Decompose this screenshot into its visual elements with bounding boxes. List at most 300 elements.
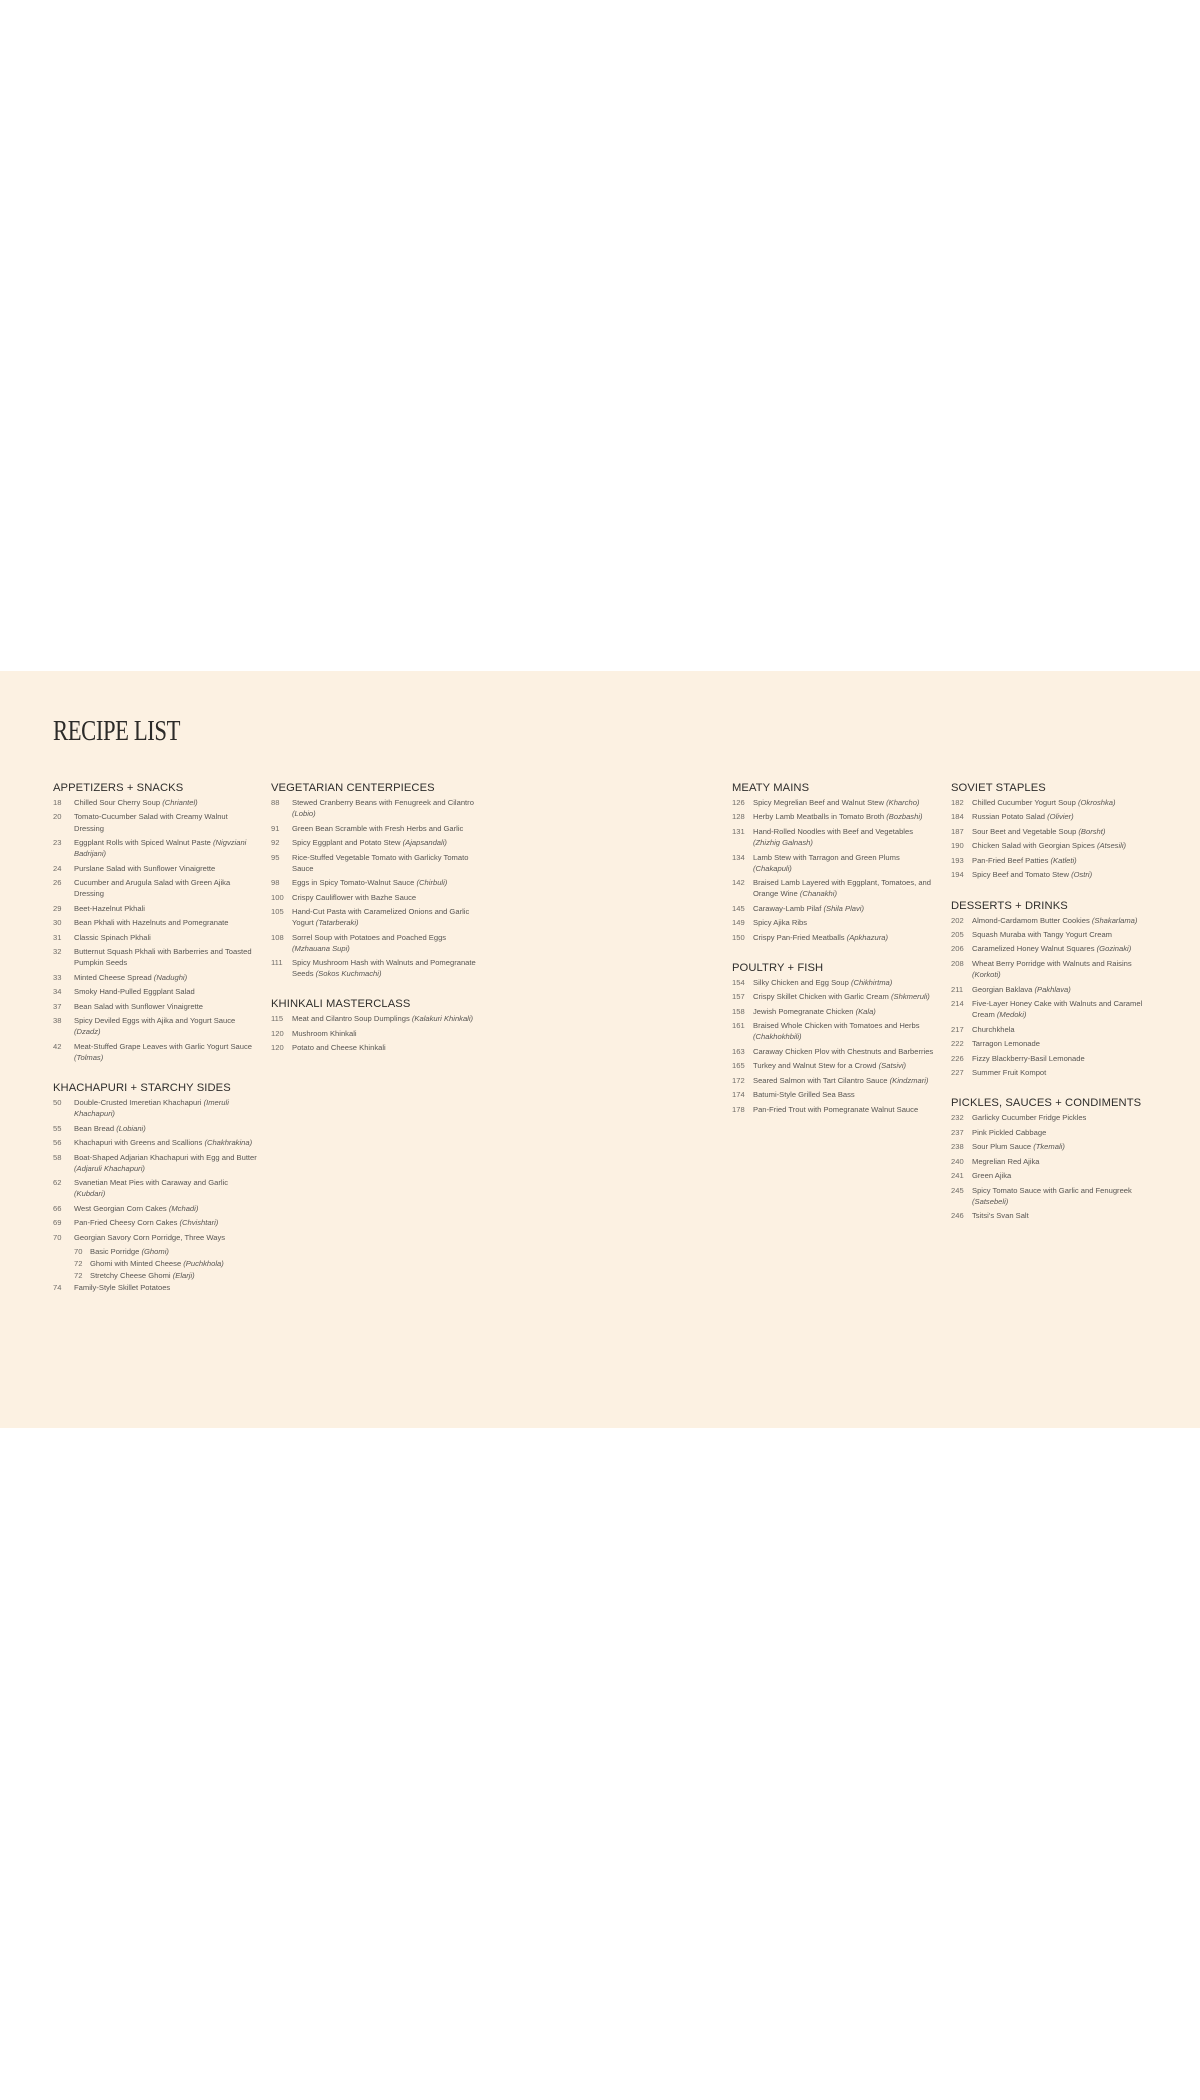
- recipe-entry: [951, 984, 1156, 995]
- recipe-name: [972, 1156, 1156, 1167]
- recipe-native-name: (Katleti): [1050, 855, 1077, 865]
- recipe-entry: [951, 1053, 1156, 1064]
- recipe-title: Mushroom Khinkali: [292, 1028, 357, 1038]
- page-number: 161: [732, 1021, 745, 1031]
- recipe-entry: [53, 946, 258, 968]
- recipe-name: [74, 1041, 258, 1063]
- recipe-entry: [951, 1038, 1156, 1049]
- recipe-list-panel: [0, 671, 1200, 1428]
- recipe-section: [951, 782, 1156, 881]
- page-number: 237: [951, 1127, 964, 1137]
- recipe-entry: [732, 1089, 937, 1100]
- recipe-native-name: (Satsebeli): [972, 1196, 1009, 1206]
- recipe-entry: [951, 1185, 1156, 1207]
- recipe-title: Lamb Stew with Tarragon and Green Plums: [753, 852, 900, 862]
- recipe-entry: [53, 877, 258, 899]
- recipe-native-name: (Bozbashi): [886, 812, 923, 822]
- page-number: 150: [732, 932, 745, 942]
- recipe-native-name: (Gozinaki): [1096, 944, 1132, 954]
- recipe-entry: [271, 797, 476, 819]
- page-number: 131: [732, 826, 745, 836]
- page-number: 145: [732, 903, 745, 913]
- recipe-native-name: (Olivier): [1047, 812, 1074, 822]
- recipe-name: [972, 1141, 1156, 1152]
- recipe-native-name: (Kalakuri Khinkali): [411, 1014, 474, 1024]
- recipe-entry: [271, 823, 476, 834]
- recipe-section: [271, 782, 476, 979]
- recipe-native-name: (Tkemali): [1033, 1142, 1065, 1152]
- recipe-name: [972, 998, 1156, 1020]
- recipe-title: Crispy Pan-Fried Meatballs: [753, 932, 847, 942]
- page-number: 70: [74, 1247, 83, 1257]
- recipe-name: [753, 1060, 937, 1071]
- recipe-entry: [951, 869, 1156, 880]
- recipe-name: [74, 1123, 258, 1134]
- recipe-title: Pan-Fried Cheesy Corn Cakes: [74, 1218, 180, 1228]
- recipe-native-name: (Chanakhi): [799, 889, 838, 899]
- page-number: 128: [732, 812, 745, 822]
- recipe-entry: [53, 1232, 258, 1243]
- recipe-name: [753, 877, 937, 899]
- page-number: 18: [53, 798, 62, 807]
- recipe-entry: [951, 826, 1156, 837]
- recipe-native-name: (Sokos Kuchmachi): [315, 969, 382, 979]
- recipe-title: Purslane Salad with Sunflower Vinaigrette: [74, 863, 216, 873]
- recipe-entry: [271, 1028, 476, 1039]
- recipe-entry: [732, 1046, 937, 1057]
- recipe-name: [972, 855, 1156, 866]
- recipe-title: Squash Muraba with Tangy Yogurt Cream: [972, 930, 1113, 939]
- recipe-title: Almond-Cardamom Butter Cookies: [972, 915, 1092, 925]
- sub-recipe-list: [53, 1246, 258, 1281]
- recipe-title: Tarragon Lemonade: [972, 1039, 1040, 1049]
- recipe-entry: [951, 1024, 1156, 1035]
- recipe-name: [972, 1210, 1156, 1221]
- recipe-title: Garlicky Cucumber Fridge Pickles: [972, 1113, 1087, 1123]
- page-number: 190: [951, 841, 964, 851]
- recipe-name: [292, 797, 476, 819]
- recipe-name: [292, 932, 476, 954]
- recipe-native-name: (Shakarlama): [1091, 915, 1138, 925]
- recipe-name: [74, 837, 258, 859]
- recipe-entry: [271, 957, 476, 979]
- recipe-name: [292, 906, 476, 928]
- recipe-entry: [53, 1097, 258, 1119]
- recipe-entry: [732, 797, 937, 808]
- page-number: 205: [951, 930, 964, 939]
- section-title: MEATY MAINS: [732, 782, 810, 794]
- recipe-title: Green Ajika: [972, 1171, 1012, 1181]
- page-number: 23: [53, 838, 62, 848]
- recipe-name: [972, 840, 1156, 851]
- recipe-name: [74, 986, 258, 997]
- recipe-entry: [53, 1137, 258, 1148]
- page-number: 238: [951, 1142, 964, 1152]
- recipe-name: [972, 826, 1156, 837]
- recipe-entry: [951, 998, 1156, 1020]
- recipe-entry: [271, 837, 476, 848]
- recipe-entry: [53, 932, 258, 943]
- recipe-name: [74, 1203, 258, 1214]
- recipe-title: Caraway-Lamb Pilaf: [753, 903, 824, 913]
- recipe-section: [53, 1082, 258, 1294]
- page-number: 88: [271, 798, 280, 807]
- recipe-native-name: (Atsesili): [1096, 841, 1127, 851]
- recipe-title: Tomato-Cucumber Salad with Creamy Walnut Dressing: [74, 812, 228, 833]
- page-number: 182: [951, 798, 964, 807]
- recipe-title: Crispy Skillet Chicken with Garlic Cream: [753, 992, 891, 1002]
- recipe-native-name: (Chvishtari): [179, 1218, 219, 1228]
- recipe-name: [753, 932, 937, 943]
- recipe-entry: [732, 1104, 937, 1115]
- recipe-entry: [951, 943, 1156, 954]
- recipe-entry: [732, 977, 937, 988]
- recipe-name: [292, 1013, 476, 1024]
- recipe-name: [972, 1112, 1156, 1123]
- recipe-native-name: (Zhizhig Galnash): [753, 838, 813, 848]
- column-4: [951, 782, 1156, 1240]
- page-number: 58: [53, 1152, 62, 1162]
- page-number: 120: [271, 1043, 284, 1053]
- section-title: SOVIET STAPLES: [951, 782, 1046, 794]
- recipe-name: [972, 811, 1156, 822]
- recipe-native-name: (Satsivi): [878, 1061, 907, 1071]
- page-number: 222: [951, 1039, 964, 1049]
- recipe-name: [753, 991, 937, 1002]
- page-number: 165: [732, 1061, 745, 1071]
- recipe-entry: [53, 1282, 258, 1293]
- section-title: KHACHAPURI + STARCHY SIDES: [53, 1081, 231, 1094]
- recipe-title: Stretchy Cheese Ghomi: [90, 1271, 173, 1281]
- recipe-entry: [53, 837, 258, 859]
- recipe-title: Minted Cheese Spread: [74, 972, 154, 982]
- page-number: 187: [951, 826, 964, 836]
- recipe-title: Batumi-Style Grilled Sea Bass: [753, 1090, 855, 1100]
- page-number: 142: [732, 878, 745, 888]
- recipe-entry: [53, 917, 258, 928]
- recipe-title: Pink Pickled Cabbage: [972, 1127, 1047, 1137]
- recipe-name: [74, 946, 258, 968]
- page-number: 211: [951, 984, 964, 994]
- recipe-native-name: (Shila Plavi): [823, 903, 864, 913]
- page-number: 178: [732, 1104, 745, 1114]
- recipe-title: Pan-Fried Trout with Pomegranate Walnut Sauce: [753, 1104, 919, 1114]
- recipe-entry: [271, 932, 476, 954]
- page-number: 108: [271, 932, 284, 942]
- column-2: [271, 782, 476, 1073]
- page-number: 38: [53, 1016, 62, 1026]
- recipe-entry: [74, 1270, 258, 1281]
- recipe-title: Russian Potato Salad: [972, 812, 1048, 822]
- recipe-section: [732, 782, 937, 943]
- recipe-name: [753, 903, 937, 914]
- recipe-title: Green Bean Scramble with Fresh Herbs and Garlic: [292, 823, 464, 833]
- recipe-native-name: (Kindzmari): [889, 1075, 929, 1085]
- recipe-title: Turkey and Walnut Stew for a Crowd: [753, 1061, 879, 1071]
- recipe-title: Smoky Hand-Pulled Eggplant Salad: [74, 987, 195, 997]
- recipe-entry: [732, 811, 937, 822]
- recipe-name: [972, 1038, 1156, 1049]
- page-number: 193: [951, 855, 964, 865]
- recipe-title: Svanetian Meat Pies with Caraway and Garlic: [74, 1178, 229, 1188]
- page-number: 245: [951, 1185, 964, 1195]
- recipe-native-name: (Kharcho): [886, 798, 920, 807]
- recipe-title: Eggplant Rolls with Spiced Walnut Paste: [74, 838, 214, 848]
- recipe-native-name: (Lobiani): [116, 1123, 146, 1133]
- recipe-title: Tsitsi's Svan Salt: [972, 1211, 1029, 1221]
- recipe-name: [292, 1028, 476, 1039]
- recipe-native-name: (Pakhlava): [1034, 984, 1071, 994]
- recipe-native-name: (Chirbuli): [416, 878, 448, 888]
- section-title: POULTRY + FISH: [732, 961, 824, 974]
- recipe-name: [972, 943, 1156, 954]
- recipe-name: [292, 823, 476, 834]
- recipe-title: Spicy Beef and Tomato Stew: [972, 870, 1072, 880]
- recipe-title: Khachapuri with Greens and Scallions: [74, 1138, 205, 1148]
- column-1: [53, 782, 258, 1312]
- page-number: 111: [271, 958, 283, 968]
- recipe-native-name: (Puchkhola): [183, 1259, 224, 1269]
- recipe-name: [292, 877, 476, 888]
- recipe-entry: [951, 797, 1156, 808]
- page-number: 56: [53, 1138, 62, 1148]
- recipe-title: Classic Spinach Pkhali: [74, 932, 151, 942]
- recipe-name: [74, 1282, 258, 1293]
- recipe-name: [74, 1137, 258, 1148]
- recipe-native-name: (Ostri): [1071, 870, 1093, 880]
- recipe-title: Braised Lamb Layered with Eggplant, Tomatoes, and Orange Wine: [753, 878, 931, 899]
- recipe-entry: [271, 1013, 476, 1024]
- recipe-title: Spicy Deviled Eggs with Ajika and Yogurt Sauce: [74, 1016, 236, 1026]
- recipe-native-name: (Okroshka): [1077, 798, 1116, 807]
- recipe-title: Potato and Cheese Khinkali: [292, 1043, 386, 1053]
- recipe-section: [732, 962, 937, 1115]
- recipe-entry: [732, 877, 937, 899]
- recipe-entry: [53, 1015, 258, 1037]
- recipe-title: Georgian Baklava: [972, 984, 1035, 994]
- recipe-name: [74, 1177, 258, 1199]
- recipe-name: [74, 1015, 258, 1037]
- recipe-entry: [53, 811, 258, 833]
- recipe-native-name: (Chikhirtma): [850, 977, 893, 987]
- page-number: 115: [271, 1014, 284, 1024]
- recipe-entry: [271, 1042, 476, 1053]
- page-number: 72: [74, 1259, 83, 1269]
- recipe-entry: [951, 855, 1156, 866]
- recipe-title: Beet-Hazelnut Pkhali: [74, 903, 145, 913]
- recipe-entry: [74, 1258, 258, 1269]
- recipe-entry: [732, 852, 937, 874]
- recipe-entry: [271, 906, 476, 928]
- recipe-name: [972, 958, 1156, 980]
- page-number: 184: [951, 812, 964, 822]
- recipe-title: Spicy Ajika Ribs: [753, 918, 808, 928]
- recipe-name: [74, 903, 258, 914]
- recipe-entry: [951, 1112, 1156, 1123]
- section-title: VEGETARIAN CENTERPIECES: [271, 782, 435, 794]
- page-number: 100: [271, 892, 284, 902]
- recipe-title: Bean Salad with Sunflower Vinaigrette: [74, 1001, 204, 1011]
- page-number: 241: [951, 1171, 964, 1181]
- page-number: 69: [53, 1218, 62, 1228]
- recipe-native-name: (Shkmeruli): [891, 992, 930, 1002]
- recipe-name: [292, 892, 476, 903]
- recipe-name: [74, 877, 258, 899]
- recipe-name: [753, 1046, 937, 1057]
- recipe-native-name: (Chakapuli): [753, 863, 792, 873]
- page-number: 240: [951, 1156, 964, 1166]
- page-number: 30: [53, 918, 62, 928]
- recipe-native-name: (Medoki): [996, 1010, 1027, 1020]
- recipe-entry: [951, 1067, 1156, 1078]
- recipe-title: Double-Crusted Imeretian Khachapuri: [74, 1097, 204, 1107]
- recipe-title: Sour Plum Sauce: [972, 1142, 1034, 1152]
- recipe-native-name: (Borsht): [1078, 826, 1106, 836]
- recipe-title: Wheat Berry Porridge with Walnuts and Raisins: [972, 958, 1132, 968]
- recipe-name: [90, 1246, 258, 1257]
- recipe-title: Hand-Rolled Noodles with Beef and Vegetables: [753, 826, 913, 836]
- recipe-section: [271, 998, 476, 1053]
- recipe-title: Seared Salmon with Tart Cilantro Sauce: [753, 1075, 890, 1085]
- page-number: 55: [53, 1123, 62, 1133]
- page-number: 72: [74, 1271, 83, 1281]
- recipe-entry: [732, 1020, 937, 1042]
- recipe-native-name: (Nadughi): [153, 972, 188, 982]
- page-number: 50: [53, 1097, 62, 1107]
- recipe-name: [972, 1067, 1156, 1078]
- recipe-title: Sour Beet and Vegetable Soup: [972, 826, 1079, 836]
- recipe-native-name: (Dzadz): [74, 1027, 101, 1037]
- recipe-name: [74, 863, 258, 874]
- recipe-native-name: (Mzhauana Supi): [292, 943, 350, 953]
- recipe-name: [74, 797, 258, 808]
- page-number: 74: [53, 1283, 62, 1293]
- recipe-title: Caramelized Honey Walnut Squares: [972, 944, 1097, 954]
- recipe-title: Herby Lamb Meatballs in Tomato Broth: [753, 812, 887, 822]
- recipe-name: [753, 852, 937, 874]
- recipe-name: [753, 1075, 937, 1086]
- recipe-title: Boat-Shaped Adjarian Khachapuri with Egg and Butter: [74, 1152, 257, 1162]
- recipe-entry: [732, 932, 937, 943]
- page-number: 194: [951, 870, 964, 880]
- recipe-entry: [732, 917, 937, 928]
- recipe-title: Spicy Eggplant and Potato Stew: [292, 838, 403, 848]
- page-number: 163: [732, 1046, 745, 1056]
- recipe-entry: [53, 797, 258, 808]
- page-number: 217: [951, 1024, 964, 1034]
- page-number: 157: [732, 992, 745, 1002]
- recipe-title: Jewish Pomegranate Chicken: [753, 1006, 856, 1016]
- recipe-name: [753, 917, 937, 928]
- recipe-name: [972, 1053, 1156, 1064]
- column-3: [732, 782, 937, 1134]
- recipe-title: Ghomi with Minted Cheese: [90, 1259, 184, 1269]
- recipe-entry: [951, 1127, 1156, 1138]
- recipe-title: Stewed Cranberry Beans with Fenugreek and Cilantro: [292, 798, 474, 807]
- recipe-native-name: (Elarji): [172, 1271, 195, 1281]
- recipe-title: Megrelian Red Ajika: [972, 1156, 1040, 1166]
- recipe-entry: [732, 991, 937, 1002]
- recipe-entry: [53, 1001, 258, 1012]
- page-number: 70: [53, 1232, 62, 1242]
- page-number: 232: [951, 1113, 964, 1123]
- recipe-entry: [271, 852, 476, 874]
- recipe-entry: [951, 840, 1156, 851]
- section-title: APPETIZERS + SNACKS: [53, 782, 184, 794]
- recipe-name: [972, 1127, 1156, 1138]
- page-number: 98: [271, 878, 280, 888]
- recipe-title: Bean Pkhali with Hazelnuts and Pomegranate: [74, 918, 229, 928]
- page-number: 34: [53, 987, 62, 997]
- recipe-title: Eggs in Spicy Tomato-Walnut Sauce: [292, 878, 417, 888]
- recipe-title: Summer Fruit Kompot: [972, 1068, 1047, 1078]
- recipe-name: [972, 869, 1156, 880]
- recipe-title: Caraway Chicken Plov with Chestnuts and Barberries: [753, 1046, 934, 1056]
- page-number: 227: [951, 1068, 964, 1078]
- recipe-entry: [951, 1141, 1156, 1152]
- recipe-name: [292, 852, 476, 874]
- recipe-section: [951, 1097, 1156, 1221]
- page-number: 29: [53, 903, 62, 913]
- recipe-entry: [53, 1041, 258, 1063]
- page-number: 214: [951, 999, 964, 1009]
- recipe-entry: [53, 986, 258, 997]
- page-number: 42: [53, 1041, 62, 1051]
- page-number: 31: [53, 932, 62, 942]
- recipe-title: Braised Whole Chicken with Tomatoes and Herbs: [753, 1021, 920, 1031]
- page-number: 172: [732, 1075, 745, 1085]
- recipe-entry: [53, 1203, 258, 1214]
- recipe-entry: [951, 929, 1156, 940]
- page-number: 246: [951, 1211, 964, 1221]
- recipe-title: Spicy Megrelian Beef and Walnut Stew: [753, 798, 887, 807]
- recipe-title: Silky Chicken and Egg Soup: [753, 977, 851, 987]
- page-number: 105: [271, 907, 284, 917]
- recipe-entry: [53, 1177, 258, 1199]
- page-number: 208: [951, 958, 964, 968]
- recipe-name: [74, 1217, 258, 1228]
- page-number: 158: [732, 1006, 745, 1016]
- recipe-name: [753, 797, 937, 808]
- page-number: 92: [271, 838, 280, 848]
- recipe-name: [753, 811, 937, 822]
- recipe-name: [972, 1170, 1156, 1181]
- page-number: 32: [53, 947, 62, 957]
- recipe-native-name: (Chakhrakina): [204, 1138, 253, 1148]
- recipe-title: Cucumber and Arugula Salad with Green Ajika Dressing: [74, 878, 231, 899]
- recipe-title: Churchkhela: [972, 1024, 1015, 1034]
- recipe-title: Family-Style Skillet Potatoes: [74, 1283, 171, 1293]
- recipe-title: Pan-Fried Beef Patties: [972, 855, 1051, 865]
- recipe-title: Five-Layer Honey Cake with Walnuts and Caramel Cream: [972, 999, 1143, 1020]
- recipe-title: Sorrel Soup with Potatoes and Poached Eggs: [292, 932, 447, 942]
- recipe-entry: [53, 1123, 258, 1134]
- recipe-name: [74, 811, 258, 833]
- section-title: DESSERTS + DRINKS: [951, 899, 1068, 912]
- recipe-section: [53, 782, 258, 1063]
- recipe-name: [972, 1185, 1156, 1207]
- recipe-name: [90, 1270, 258, 1281]
- recipe-entry: [951, 1170, 1156, 1181]
- page-title: RECIPE LIST: [53, 715, 181, 747]
- recipe-name: [753, 826, 937, 848]
- recipe-native-name: (Mchadi): [168, 1203, 199, 1213]
- page-number: 134: [732, 852, 745, 862]
- recipe-entry: [53, 972, 258, 983]
- recipe-name: [74, 917, 258, 928]
- recipe-title: Hand-Cut Pasta with Caramelized Onions and Garlic Yogurt: [292, 907, 470, 928]
- recipe-native-name: (Apkhazura): [846, 932, 889, 942]
